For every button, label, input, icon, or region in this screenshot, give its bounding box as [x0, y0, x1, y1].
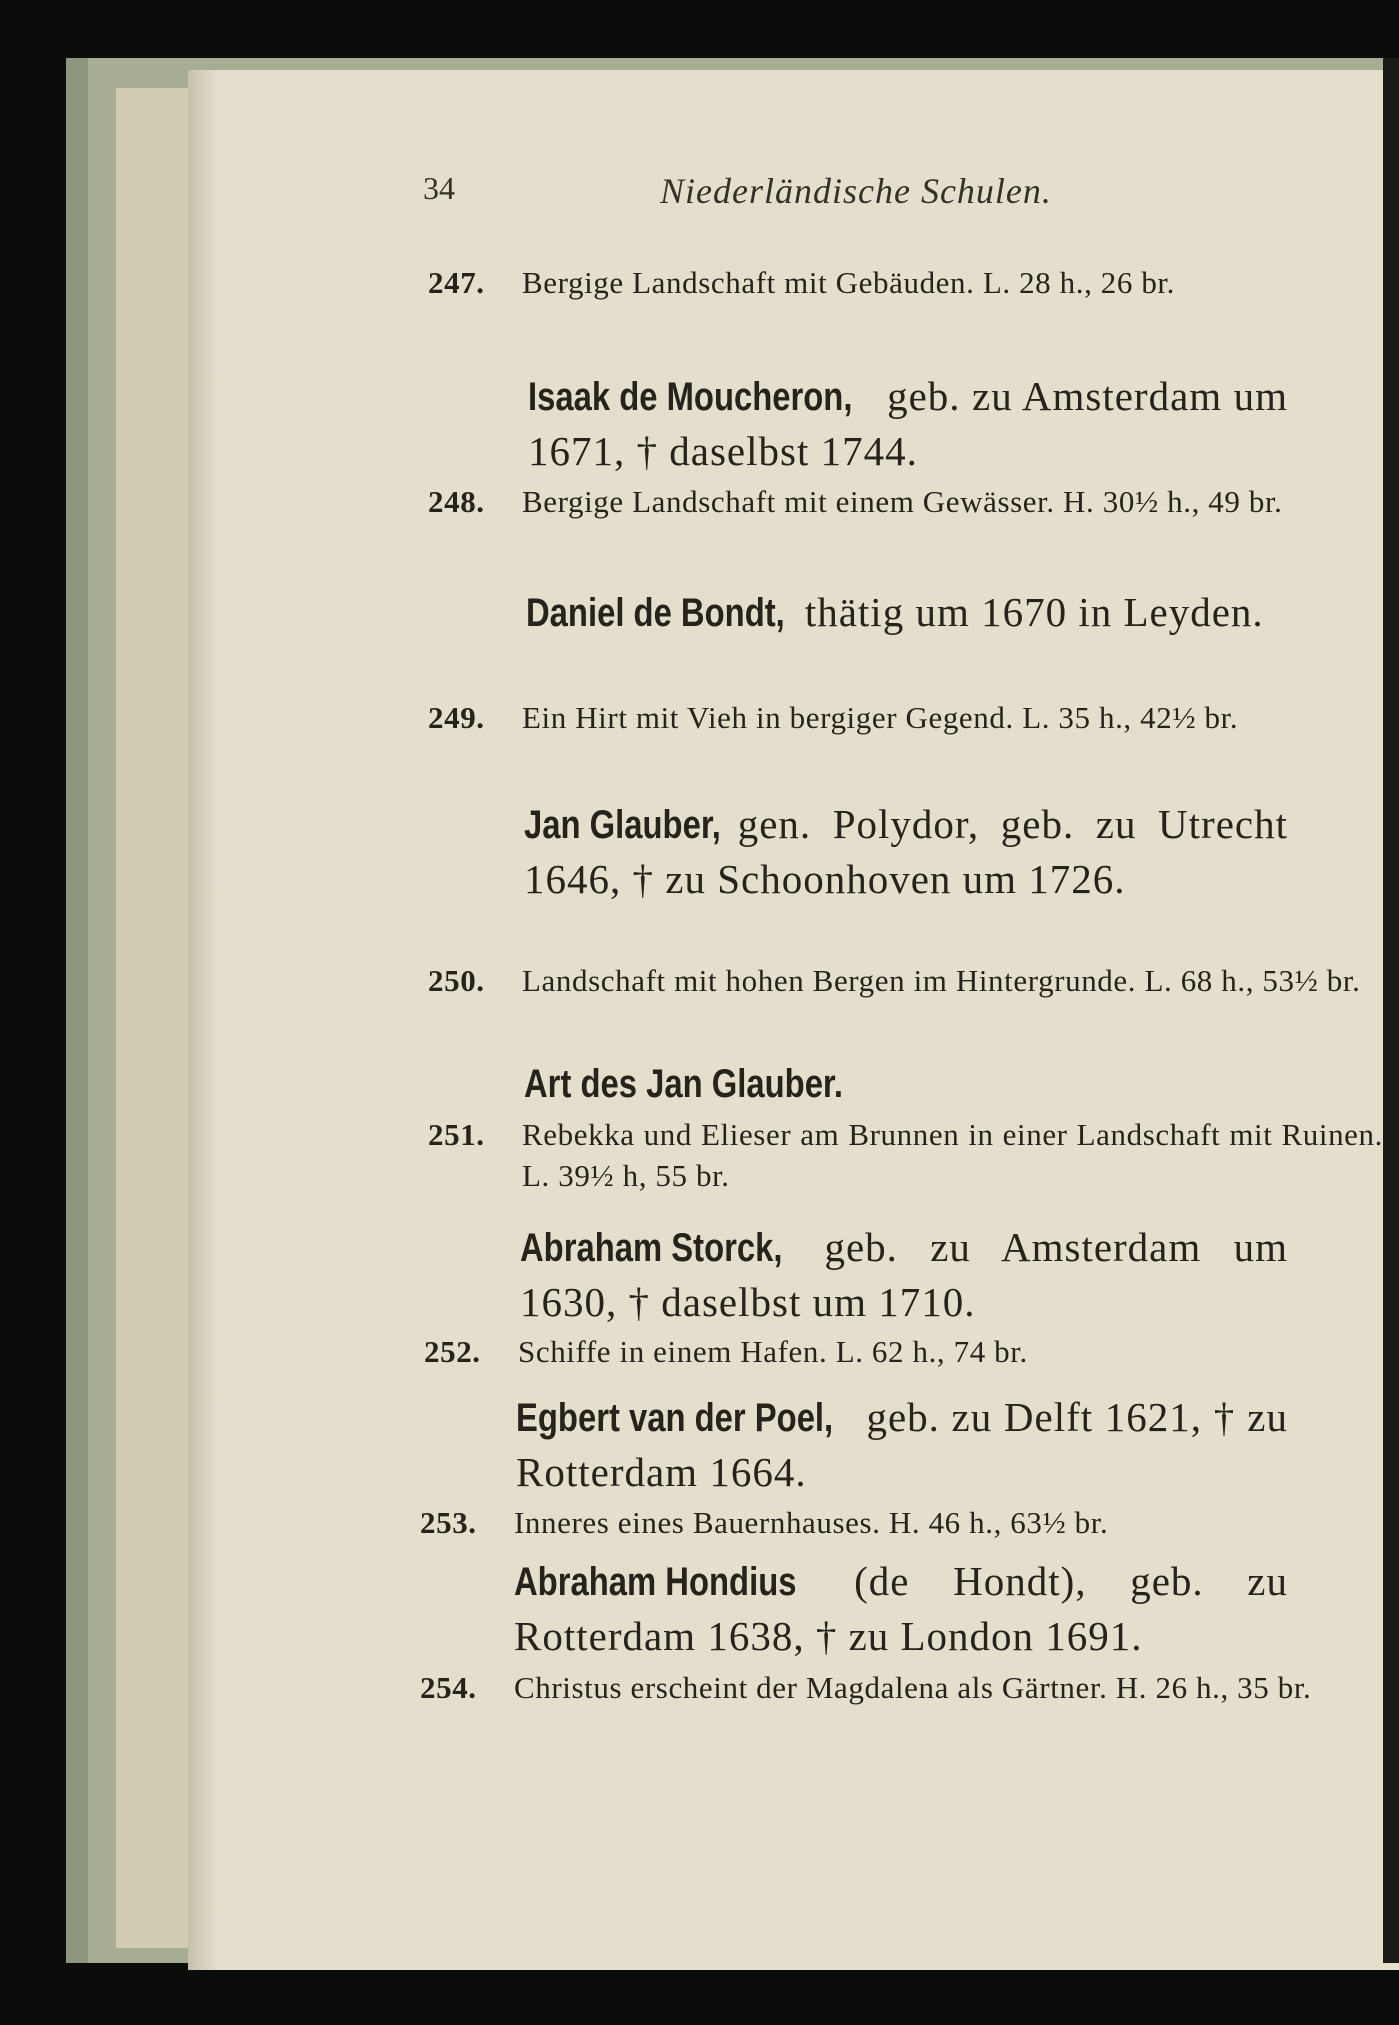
artist-heading	[516, 1390, 1288, 1499]
entry-number: 248.	[428, 484, 485, 519]
artist-details: geb. zu Delft 1621, † zu Rotterdam 1664.	[516, 1394, 1288, 1495]
artist-heading	[526, 585, 1288, 640]
entry-number: 249.	[428, 700, 485, 735]
artist-details: geb. zu Amsterdam um 1671, † daselbst 1744.	[528, 373, 1288, 474]
catalog-entry-247	[428, 262, 1383, 303]
entry-number: 253.	[420, 1505, 477, 1540]
entry-text: Inneres eines Bauernhauses. H. 46 h., 63½ br.	[514, 1505, 1109, 1540]
artist-name: Abraham Storck,	[520, 1226, 783, 1270]
entry-text: Bergige Landschaft mit Gebäuden. L. 28 h., 26 br.	[522, 265, 1175, 300]
entry-text: Landschaft mit hohen Bergen im Hintergrunde. L. 68 h., 53½ br.	[522, 963, 1361, 998]
catalog-entry-253	[420, 1502, 1383, 1543]
entry-number: 252.	[424, 1334, 481, 1369]
catalog-entry-254	[420, 1667, 1383, 1708]
catalog-entry-248	[428, 481, 1383, 522]
artist-name: Isaak de Moucheron,	[528, 375, 853, 419]
page-number: 34	[423, 170, 455, 206]
entry-text: Christus erscheint der Magdalena als Gärtner. H. 26 h., 35 br.	[514, 1670, 1312, 1705]
entry-number: 251.	[428, 1117, 485, 1152]
artist-name: Egbert van der Poel,	[516, 1396, 834, 1440]
artist-details: geb. zu Amsterdam um 1630, † daselbst um 1710.	[520, 1224, 1288, 1325]
entry-text: Ein Hirt mit Vieh in bergiger Gegend. L. 35 h., 42½ br.	[522, 700, 1239, 735]
artist-details: (de Hondt), geb. zu Rotterdam 1638, † zu London 1691.	[514, 1558, 1288, 1659]
artist-heading	[524, 797, 1288, 906]
artist-heading	[514, 1554, 1288, 1663]
artist-name: Daniel de Bondt,	[526, 591, 785, 635]
catalog-entry-250	[428, 960, 1383, 1001]
artist-heading	[524, 1056, 1288, 1111]
catalog-entry-252	[424, 1331, 1383, 1372]
artist-details: gen. Polydor, geb. zu Utrecht 1646, † zu Schoonhoven um 1726.	[524, 801, 1288, 902]
entry-number: 250.	[428, 963, 485, 998]
artist-heading	[520, 1220, 1288, 1329]
entry-text: Rebekka und Elieser am Brunnen in einer Landschaft mit Ruinen. L. 39½ h, 55 br.	[522, 1117, 1383, 1193]
entry-text: Schiffe in einem Hafen. L. 62 h., 74 br.	[518, 1334, 1028, 1369]
catalog-entry-251	[428, 1114, 1383, 1196]
entry-number: 247.	[428, 265, 485, 300]
entry-number: 254.	[420, 1670, 477, 1705]
artist-heading	[528, 369, 1288, 478]
artist-name: Jan Glauber,	[524, 803, 721, 847]
artist-details: thätig um 1670 in Leyden.	[793, 589, 1264, 635]
catalog-entry-249	[428, 697, 1383, 738]
entry-text: Bergige Landschaft mit einem Gewässer. H. 30½ h., 49 br.	[522, 484, 1283, 519]
artist-name: Art des Jan Glauber.	[524, 1062, 844, 1106]
running-head: Niederländische Schulen.	[660, 171, 1052, 211]
artist-name: Abraham Hondius	[514, 1560, 797, 1604]
